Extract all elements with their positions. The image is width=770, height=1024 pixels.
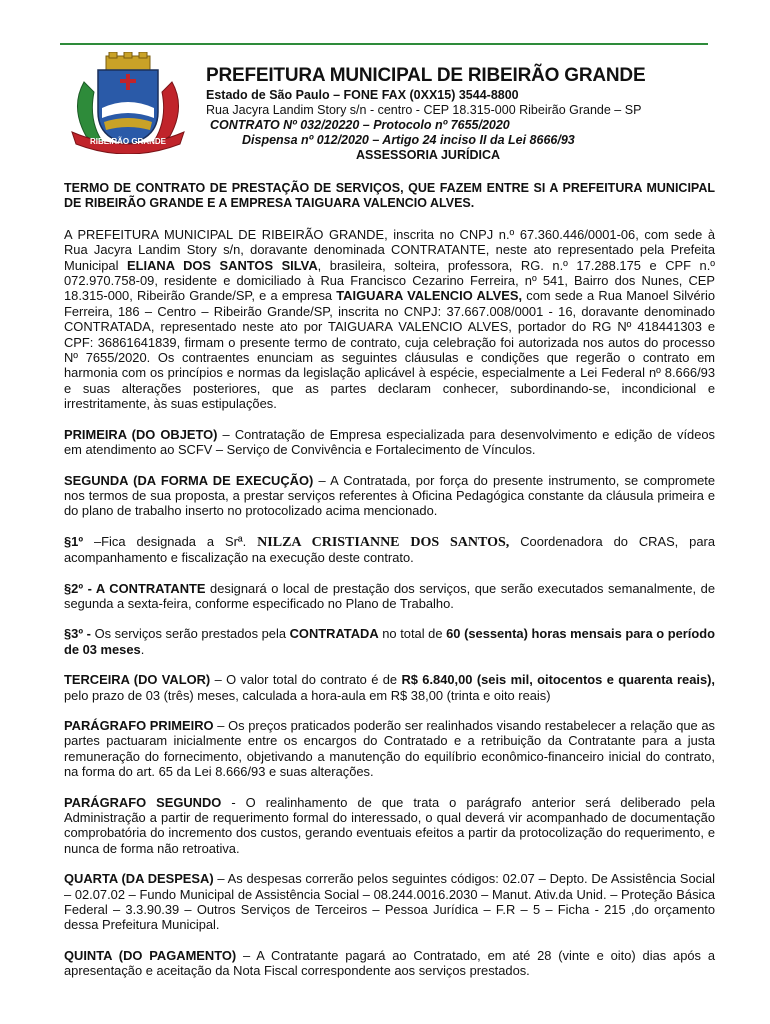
clause-label: TERCEIRA (DO VALOR) bbox=[64, 672, 211, 688]
state-phone-line: Estado de São Paulo – FONE FAX (0XX15) 3544-8800 bbox=[206, 88, 519, 102]
paragraph-primeiro bbox=[64, 718, 715, 780]
clause-quarta bbox=[64, 871, 715, 933]
clause-label: PRIMEIRA (DO OBJETO) bbox=[64, 426, 218, 442]
municipal-crest-icon bbox=[64, 52, 192, 154]
coordinator-name: NILZA CRISTIANNE DOS SANTOS, bbox=[257, 534, 510, 550]
intro-text-a: A PREFEITURA MUNICIPAL DE RIBEIRÃO GRANDE, inscrita no CNPJ n.º 67.360.446/0001-06, com sede à Rua Jacyra Landim Story s/n, doravante denominada CONTRATANTE, neste ato representado pela Prefeita Municipal bbox=[64, 226, 715, 273]
contratada-label: CONTRATADA bbox=[289, 626, 379, 642]
clause-quinta bbox=[64, 948, 715, 979]
paragraph-label: PARÁGRAFO PRIMEIRO bbox=[64, 717, 214, 733]
section-text-e: . bbox=[140, 641, 145, 657]
section-3 bbox=[64, 626, 715, 657]
intro-text-c: , brasileira, solteira, professora, RG. n.º 17.288.175 e CPF n.º 072.970.758-09, residente e domiciliado à Rua Francisco Cezarino Ferreira, nº 541, Bairro dos Nunes, CEP 18.315-000, Ribeirão Grande/SP, e a empresa bbox=[64, 257, 715, 304]
address-line: Rua Jacyra Landim Story s/n - centro - CEP 18.315-000 Ribeirão Grande – SP bbox=[206, 103, 642, 117]
letterhead bbox=[206, 64, 726, 163]
contract-body bbox=[64, 181, 715, 994]
clause-terceira bbox=[64, 672, 715, 703]
section-label: §3º - bbox=[64, 626, 91, 642]
clause-text: – A Contratante pagará ao Contratado, em até 28 (vinte e oito) dias após a apresentação e aceitação da Nota Fiscal correspondente aos serviços prestados. bbox=[64, 947, 715, 979]
paragraph-text: – Os preços praticados poderão ser realinhados visando restabelecer a relação que as partes pactuaram inicialmente entre os encargos do Contratado e a retribuição da Contratante para a justa remuneração do fornecimento, objetivando a manutenção do equilíbrio econômico-financeiro inicial do contrato, na forma do art. 65 da Lei 8.666/93 e suas alterações. bbox=[64, 717, 716, 780]
clause-label: QUARTA (DA DESPESA) bbox=[64, 871, 214, 887]
intro-paragraph bbox=[64, 227, 715, 412]
section-text: designará o local de prestação dos serviços, que serão executados semanalmente, de segunda a sexta-feira, conforme especificado no Plano de Trabalho. bbox=[64, 580, 715, 611]
clause-text-c: pelo prazo de 03 (três) meses, calculada a hora-aula em R$ 38,00 (trinta e oito reais) bbox=[64, 687, 551, 703]
clause-text: – Contratação de Empresa especializada para desenvolvimento e edição de vídeos em atendimento ao SCFV – Serviço de Convivência e Fortalecimento de Vínculos. bbox=[64, 426, 715, 458]
crest-ribbon-text: RIBEIRÃO GRANDE bbox=[89, 137, 167, 146]
dispensa-line: Dispensa nº 012/2020 – Artigo 24 inciso II da Lei 8666/93 bbox=[242, 133, 575, 147]
clause-primeira bbox=[64, 427, 715, 458]
clause-segunda bbox=[64, 473, 715, 519]
section-label: §2º - A CONTRATANTE bbox=[64, 580, 206, 596]
clause-label: QUINTA (DO PAGAMENTO) bbox=[64, 947, 237, 963]
clause-text: – As despesas correrão pelos seguintes códigos: 02.07 – Depto. De Assistência Social – 02.07.02 – Fundo Municipal de Assistência Social – 08.244.0016.2030 – Manut. Ativ.da Unid. – Proteção Básica Federal – 3.3.90.39 – Outros Serviços de Terceiros – Pessoa Jurídica – F.R – 5 – Ficha - 215 ,do orçamento dessa Prefeitura Municipal. bbox=[64, 871, 715, 933]
section-text-c: no total de bbox=[378, 626, 447, 642]
clause-text-a: – O valor total do contrato é de bbox=[210, 672, 402, 688]
section-text-a: –Fica designada a Srª. bbox=[83, 533, 258, 549]
contract-number: CONTRATO Nº 032/20220 – Protocolo nº 7655/2020 bbox=[210, 118, 510, 132]
contract-value: R$ 6.840,00 (seis mil, oitocentos e quarenta reais), bbox=[401, 672, 716, 688]
section-label: §1º bbox=[64, 533, 84, 549]
page-title: PREFEITURA MUNICIPAL DE RIBEIRÃO GRANDE bbox=[206, 65, 646, 86]
clause-text: – A Contratada, por força do presente instrumento, se compromete nos termos de sua proposta, a prestar serviços referentes à Oficina Pedagógica constante da cláusula primeira e do plano de trabalho inserto no protocolizado acima mencionado. bbox=[64, 472, 716, 519]
paragraph-text: - O realinhamento de que trata o parágrafo anterior será deliberado pela Administração a partir de requerimento formal do interessado, o qual deverá vir acompanhado de documentação comprobatória do incremento dos custos, gerando eventuais efeitos a partir da protocolização do requerimento, e nunca de forma não retroativa. bbox=[64, 794, 716, 856]
department-line: ASSESSORIA JURÍDICA bbox=[356, 148, 501, 162]
company-name: TAIGUARA VALENCIO ALVES, bbox=[336, 288, 523, 304]
mayor-name: ELIANA DOS SANTOS SILVA bbox=[127, 257, 318, 273]
header-divider-line bbox=[60, 43, 708, 45]
section-text-a: Os serviços serão prestados pela bbox=[90, 626, 290, 642]
section-1 bbox=[64, 534, 715, 566]
section-text-b: Coordenadora do CRAS, para acompanhamento e fiscalização na execução deste contrato. bbox=[64, 533, 715, 566]
paragraph-label: PARÁGRAFO SEGUNDO bbox=[64, 794, 222, 810]
document-title: TERMO DE CONTRATO DE PRESTAÇÃO DE SERVIÇOS, QUE FAZEM ENTRE SI A PREFEITURA MUNICIPAL DE RIBEIRÃO GRANDE E A EMPRESA TAIGUARA VALENCIO ALVES. bbox=[64, 181, 715, 211]
intro-text-e: com sede a Rua Manoel Silvério Ferreira, 186 – Centro – Ribeirão Grande/SP, inscrita no CNPJ: 37.667.008/0001 - 16, doravante denominado CONTRATADA, representado neste ato por TAIGUARA VALENCIO ALVES, portador do RG Nº 418441303 e CPF: 36861641839, firmam o presente termo de contrato, cuja celebração foi autorizada nos autos do processo Nº 7655/2020. Os contraentes enunciam as seguintes cláusulas e condições que regerão o contrato em harmonia com os princípios e normas da legislação aplicável à espécie, especialmente a Lei Federal nº 8.666/93 e suas alterações posteriores, que as partes declaram conhecer, subordinando-se, incondicional e irrestritamente, às suas estipulações. bbox=[64, 288, 715, 412]
section-2 bbox=[64, 581, 715, 612]
paragraph-segundo bbox=[64, 795, 715, 857]
hours-total: 60 (sessenta) horas mensais para o período de 03 meses bbox=[64, 626, 715, 657]
clause-label: SEGUNDA (DA FORMA DE EXECUÇÃO) bbox=[64, 472, 314, 488]
